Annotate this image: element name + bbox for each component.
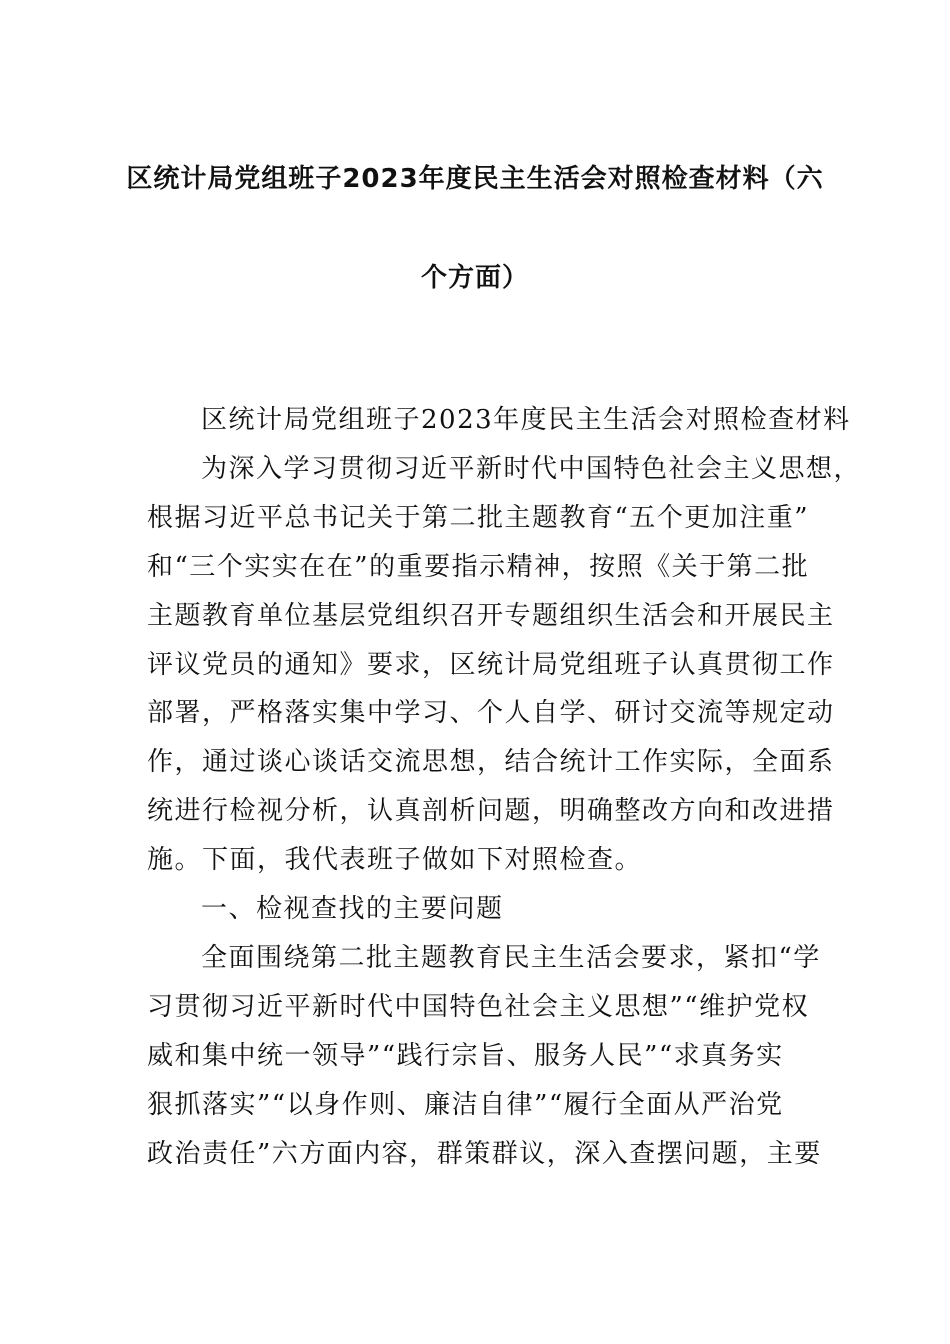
paragraph-1-line: 作，通过谈心谈话交流思想，结合统计工作实际，全面系	[147, 747, 835, 778]
document-subtitle: 区统计局党组班子2023年度民主生活会对照检查材料	[201, 405, 851, 435]
paragraph-1-line: 根据习近平总书记关于第二批主题教育“五个更加注重”	[147, 502, 810, 533]
paragraph-1-line: 评议党员的通知》要求，区统计局党组班子认真贯彻工作	[147, 649, 835, 680]
paragraph-1-line: 为深入学习贯彻习近平新时代中国特色社会主义思想，	[201, 453, 862, 484]
paragraph-2-line: 全面围绕第二批主题教育民主生活会要求，紧扣“学	[201, 942, 821, 973]
paragraph-1-line: 部署，严格落实集中学习、个人自学、研讨交流等规定动	[147, 698, 835, 729]
paragraph-2-line: 威和集中统一领导”“践行宗旨、服务人民”“求真务实	[147, 1040, 784, 1071]
document-body	[147, 396, 862, 1179]
paragraph-2-line: 狠抓落实”“以身作则、廉洁自律”“履行全面从严治党	[147, 1089, 784, 1120]
paragraph-1-line: 和“三个实实在在”的重要指示精神，按照《关于第二批	[147, 551, 810, 582]
document-title-line-2: 个方面）	[420, 263, 529, 293]
paragraph-1-line: 统进行检视分析，认真剖析问题，明确整改方向和改进措	[147, 796, 835, 827]
paragraph-2-line: 政治责任”六方面内容，群策群议，深入查摆问题，主要	[147, 1138, 822, 1169]
paragraph-1-line: 主题教育单位基层党组织召开专题组织生活会和开展民主	[147, 600, 835, 631]
document-title-line-1: 区统计局党组班子2023年度民主生活会对照检查材料（六	[126, 164, 824, 194]
paragraph-2-line: 习贯彻习近平新时代中国特色社会主义思想”“维护党权	[147, 991, 810, 1022]
paragraph-1-line: 施。下面，我代表班子做如下对照检查。	[147, 845, 643, 876]
section-1-heading: 一、检视查找的主要问题	[201, 894, 504, 925]
